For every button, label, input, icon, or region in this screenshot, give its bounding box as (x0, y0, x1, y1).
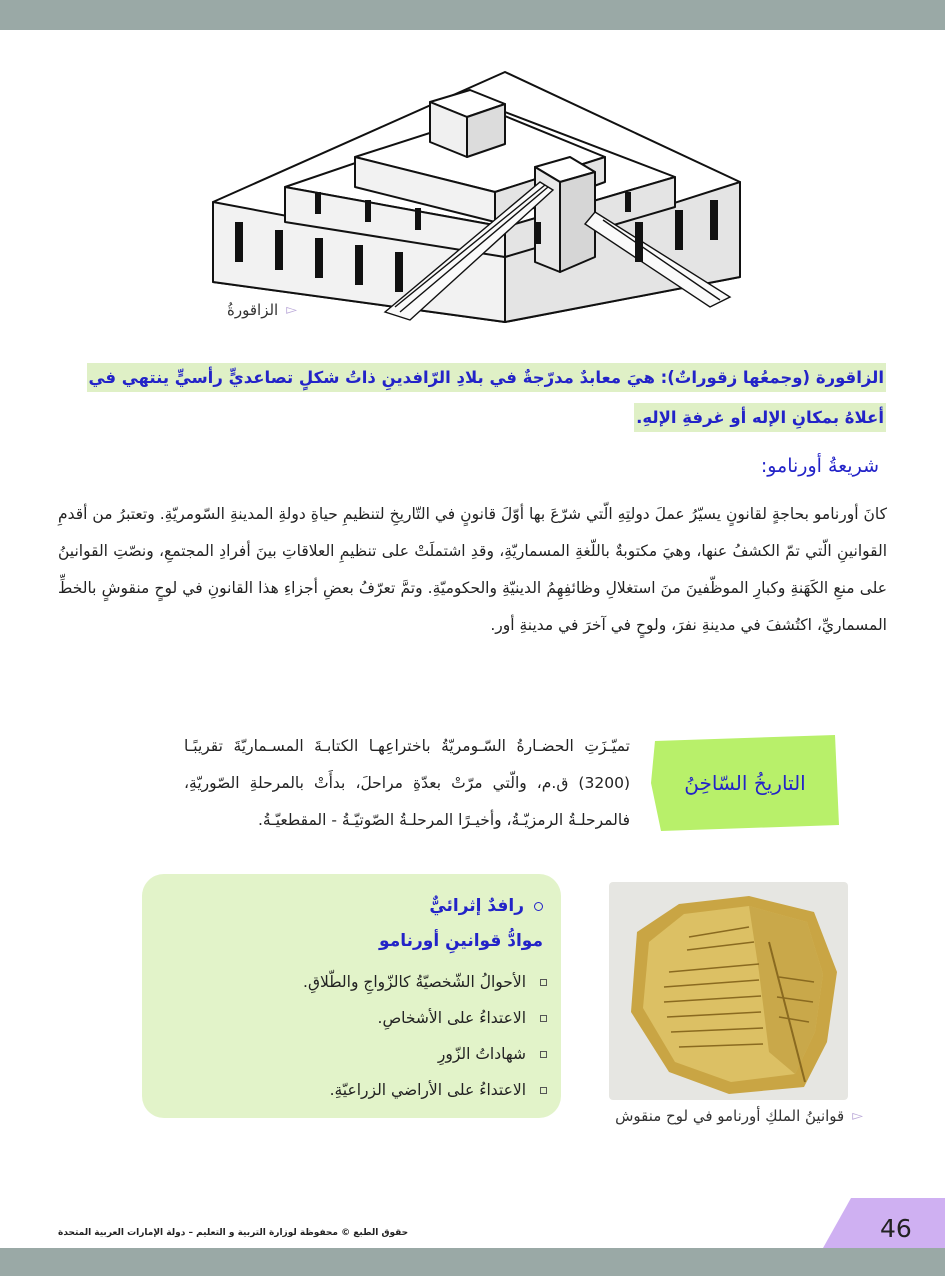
list-item (303, 1000, 547, 1036)
ziggurat-illustration (205, 62, 745, 332)
hot-history-label: التاريخُ السّاخِنُ (684, 771, 806, 795)
list-item (303, 964, 547, 1000)
enrichment-title-text: رافدٌ إثرائيٌّ (429, 896, 524, 916)
list-item-text: الأحوالُ الشّخصيّةُ كالزّواجِ والطّلاقِ. (303, 973, 526, 991)
list-item (303, 1036, 547, 1072)
list-item-text: شهاداتُ الزّورِ (437, 1045, 526, 1063)
list-item (303, 1072, 547, 1108)
square-bullet-icon (540, 1051, 547, 1058)
list-item-text: الاعتداءُ على الأراضي الزراعيّةِ. (329, 1081, 526, 1099)
bottom-bar (0, 1248, 945, 1276)
square-bullet-icon (540, 1015, 547, 1022)
tablet-caption-text: قوانينُ الملكِ أورنامو في لوح منقوش (615, 1107, 845, 1125)
tablet-illustration (609, 882, 848, 1100)
enrichment-list (303, 964, 547, 1108)
definition-text: الزاقورة (وجمعُها زقوراتٌ): هيَ معابدٌ مدرّجةٌ في بلادِ الرّافدينِ ذاتُ شكلٍ تصاعديٍّ رأسيٍّ ينتهي في أعلاهُ بمكانِ الإله أو غرفةِ الإلهِ. (87, 363, 886, 432)
square-bullet-icon (540, 979, 547, 986)
top-bar (0, 0, 945, 30)
tablet-photo (609, 882, 848, 1100)
hot-history-tag (651, 735, 839, 831)
copyright-notice: حقوق الطبع © محفوظة لوزارة التربية و التعليم – دولة الإمارات العربية المتحدة (58, 1228, 409, 1238)
section-body: كانَ أورنامو بحاجةٍ لقانونٍ يسيّرُ عملَ دولتِهِ الّتي شرّعَ بها أوّلَ قانونٍ في التّاريخِ لتنظيمِ حياةِ دولةِ المدينةِ السّومريّةِ. وتعتبرُ من أقدمِ القوانينِ الّتي تمّ الكشفُ عنها، وهيَ مكتوبةٌ باللّغةِ المسماريّةِ، وقدِ اشتملَتْ على تنظيمِ العلاقاتِ بينَ أفرادِ المجتمعِ، ونصّتِ القوانينُ على منعِ الكَهَنةِ وكبارِ الموظّفينَ منَ استغلالِ وظائفِهِمُ الدينيّةِ والحكوميّةِ. وتمَّ تعرّفُ بعضِ أجزاءِ هذا القانونِ في لوحٍ منقوشٍ بالخطِّ المسماريِّ، اكتُشفَ في مدينةِ نفرَ، ولوحٍ في آخرَ في مدينةِ أور. (58, 505, 887, 634)
ziggurat-caption (227, 301, 297, 319)
ziggurat-caption-text: الزاقورةُ (227, 301, 279, 319)
ring-bullet-icon (534, 902, 543, 911)
tablet-caption (615, 1107, 863, 1125)
enrichment-box (142, 874, 561, 1118)
enrichment-subtitle: موادُّ قوانينِ أورنامو (379, 931, 543, 951)
ziggurat-definition (58, 358, 886, 438)
list-item-text: الاعتداءُ على الأشخاصِ. (377, 1009, 526, 1027)
page-number: 46 (880, 1214, 912, 1243)
section-title: شريعةُ أورنامو: (760, 455, 879, 477)
square-bullet-icon (540, 1087, 547, 1094)
caption-arrow-icon: ▻ (286, 302, 297, 318)
enrichment-title (429, 896, 543, 916)
hot-history-text: تميّـزَتِ الحضـارةُ السّـومريّةُ باختراعِهـا الكتابـةَ المسـماريّةَ تقريبًـا (3200) ق.م، والّتي مرّتْ بعدّةِ مراحلَ، بدأَتْ بالمرحلةِ الصّوريّةِ، فالمرحلـةُ الرمزيّـةُ، وأخيـرًا المرحلـةُ الصّوتيّـةُ - المقطعيّـةُ. (184, 737, 630, 829)
caption-arrow-icon: ▻ (852, 1108, 863, 1124)
